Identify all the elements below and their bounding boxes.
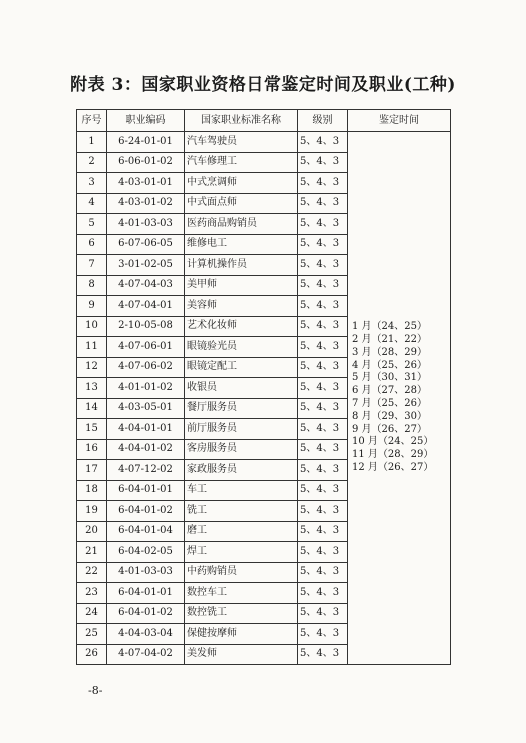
cell-name: 餐厅服务员 xyxy=(185,398,298,419)
cell-name: 汽车驾驶员 xyxy=(185,132,298,153)
header-standard-name: 国家职业标准名称 xyxy=(185,110,298,132)
cell-code: 6-06-01-02 xyxy=(107,152,185,173)
cell-code: 4-04-01-02 xyxy=(107,439,185,460)
cell-level: 5、4、3 xyxy=(298,132,348,153)
cell-level: 5、4、3 xyxy=(298,357,348,378)
cell-serial: 23 xyxy=(77,583,107,604)
schedule-item: 3 月（28、29） xyxy=(352,346,427,358)
cell-level: 5、4、3 xyxy=(298,419,348,440)
cell-code: 4-07-04-02 xyxy=(107,644,185,665)
cell-code: 6-24-01-01 xyxy=(107,132,185,153)
cell-serial: 1 xyxy=(77,132,107,153)
cell-serial: 17 xyxy=(77,460,107,481)
cell-code: 3-01-02-05 xyxy=(107,255,185,276)
cell-code: 6-04-01-01 xyxy=(107,583,185,604)
cell-level: 5、4、3 xyxy=(298,234,348,255)
cell-code: 6-04-01-02 xyxy=(107,501,185,522)
cell-level: 5、4、3 xyxy=(298,152,348,173)
cell-code: 4-07-06-01 xyxy=(107,337,185,358)
cell-level: 5、4、3 xyxy=(298,378,348,399)
cell-name: 中式烹调师 xyxy=(185,173,298,194)
cell-level: 5、4、3 xyxy=(298,398,348,419)
qualification-table xyxy=(76,109,451,665)
cell-name: 客房服务员 xyxy=(185,439,298,460)
cell-name: 美甲师 xyxy=(185,275,298,296)
page-number: -8- xyxy=(88,684,103,697)
cell-code: 4-01-01-02 xyxy=(107,378,185,399)
cell-name: 汽车修理工 xyxy=(185,152,298,173)
header-appraisal-time: 鉴定时间 xyxy=(348,110,451,132)
cell-name: 中式面点师 xyxy=(185,193,298,214)
schedule-item: 1 月（24、25） xyxy=(352,321,427,333)
cell-name: 计算机操作员 xyxy=(185,255,298,276)
cell-serial: 16 xyxy=(77,439,107,460)
cell-name: 眼镜定配工 xyxy=(185,357,298,378)
cell-name: 美发师 xyxy=(185,644,298,665)
cell-code: 6-04-01-02 xyxy=(107,603,185,624)
cell-code: 6-07-06-05 xyxy=(107,234,185,255)
header-level: 级别 xyxy=(298,110,348,132)
cell-serial: 7 xyxy=(77,255,107,276)
cell-level: 5、4、3 xyxy=(298,193,348,214)
cell-code: 2-10-05-08 xyxy=(107,316,185,337)
schedule-item: 9 月（26、27） xyxy=(352,423,427,435)
cell-name: 保健按摩师 xyxy=(185,624,298,645)
schedule-item: 5 月（30、31） xyxy=(352,372,427,384)
cell-serial: 11 xyxy=(77,337,107,358)
schedule-item: 10 月（24、25） xyxy=(352,436,434,448)
cell-level: 5、4、3 xyxy=(298,521,348,542)
cell-code: 4-03-05-01 xyxy=(107,398,185,419)
cell-serial: 24 xyxy=(77,603,107,624)
cell-name: 铣工 xyxy=(185,501,298,522)
cell-serial: 14 xyxy=(77,398,107,419)
cell-serial: 26 xyxy=(77,644,107,665)
cell-code: 4-03-01-01 xyxy=(107,173,185,194)
cell-name: 眼镜验光员 xyxy=(185,337,298,358)
cell-serial: 6 xyxy=(77,234,107,255)
cell-code: 4-03-01-02 xyxy=(107,193,185,214)
cell-serial: 2 xyxy=(77,152,107,173)
cell-serial: 3 xyxy=(77,173,107,194)
cell-serial: 13 xyxy=(77,378,107,399)
cell-code: 6-04-01-04 xyxy=(107,521,185,542)
schedule-item: 8 月（29、30） xyxy=(352,410,427,422)
cell-level: 5、4、3 xyxy=(298,542,348,563)
cell-code: 4-04-01-01 xyxy=(107,419,185,440)
header-serial: 序号 xyxy=(77,110,107,132)
cell-serial: 5 xyxy=(77,214,107,235)
cell-code: 4-07-12-02 xyxy=(107,460,185,481)
cell-name: 医药商品购销员 xyxy=(185,214,298,235)
cell-name: 美容师 xyxy=(185,296,298,317)
cell-code: 4-01-03-03 xyxy=(107,562,185,583)
cell-name: 家政服务员 xyxy=(185,460,298,481)
cell-level: 5、4、3 xyxy=(298,562,348,583)
cell-code: 4-07-04-01 xyxy=(107,296,185,317)
schedule-item: 2 月（21、22） xyxy=(352,334,427,346)
appraisal-schedule-list xyxy=(350,321,448,475)
cell-level: 5、4、3 xyxy=(298,603,348,624)
cell-name: 收银员 xyxy=(185,378,298,399)
cell-level: 5、4、3 xyxy=(298,644,348,665)
header-code: 职业编码 xyxy=(107,110,185,132)
cell-name: 中药购销员 xyxy=(185,562,298,583)
cell-level: 5、4、3 xyxy=(298,337,348,358)
cell-level: 5、4、3 xyxy=(298,624,348,645)
cell-level: 5、4、3 xyxy=(298,296,348,317)
cell-name: 磨工 xyxy=(185,521,298,542)
cell-level: 5、4、3 xyxy=(298,214,348,235)
cell-serial: 8 xyxy=(77,275,107,296)
cell-serial: 12 xyxy=(77,357,107,378)
cell-serial: 25 xyxy=(77,624,107,645)
cell-serial: 19 xyxy=(77,501,107,522)
table-body xyxy=(77,132,451,665)
cell-code: 6-04-02-05 xyxy=(107,542,185,563)
cell-serial: 21 xyxy=(77,542,107,563)
cell-serial: 9 xyxy=(77,296,107,317)
cell-serial: 22 xyxy=(77,562,107,583)
cell-name: 艺术化妆师 xyxy=(185,316,298,337)
cell-serial: 10 xyxy=(77,316,107,337)
cell-serial: 15 xyxy=(77,419,107,440)
cell-level: 5、4、3 xyxy=(298,439,348,460)
cell-level: 5、4、3 xyxy=(298,460,348,481)
cell-name: 维修电工 xyxy=(185,234,298,255)
schedule-item: 4 月（25、26） xyxy=(352,359,427,371)
schedule-item: 12 月（26、27） xyxy=(352,461,434,473)
cell-serial: 20 xyxy=(77,521,107,542)
cell-name: 前厅服务员 xyxy=(185,419,298,440)
cell-level: 5、4、3 xyxy=(298,480,348,501)
cell-code: 6-04-01-01 xyxy=(107,480,185,501)
cell-serial: 4 xyxy=(77,193,107,214)
cell-level: 5、4、3 xyxy=(298,583,348,604)
cell-code: 4-04-03-04 xyxy=(107,624,185,645)
cell-level: 5、4、3 xyxy=(298,275,348,296)
schedule-item: 7 月（25、26） xyxy=(352,398,427,409)
cell-serial: 18 xyxy=(77,480,107,501)
cell-level: 5、4、3 xyxy=(298,316,348,337)
cell-code: 4-07-04-03 xyxy=(107,275,185,296)
cell-name: 数控车工 xyxy=(185,583,298,604)
cell-level: 5、4、3 xyxy=(298,501,348,522)
cell-level: 5、4、3 xyxy=(298,173,348,194)
cell-level: 5、4、3 xyxy=(298,255,348,276)
page-title: 附表 3：国家职业资格日常鉴定时间及职业(工种) xyxy=(70,75,456,95)
schedule-item: 11 月（28、29） xyxy=(352,449,434,461)
table-header-row xyxy=(77,110,451,132)
cell-name: 数控铣工 xyxy=(185,603,298,624)
cell-code: 4-01-03-03 xyxy=(107,214,185,235)
cell-code: 4-07-06-02 xyxy=(107,357,185,378)
cell-name: 焊工 xyxy=(185,542,298,563)
cell-name: 车工 xyxy=(185,480,298,501)
table-row xyxy=(77,132,451,153)
appraisal-time-cell xyxy=(348,132,451,665)
schedule-item: 6 月（27、28） xyxy=(352,385,427,397)
